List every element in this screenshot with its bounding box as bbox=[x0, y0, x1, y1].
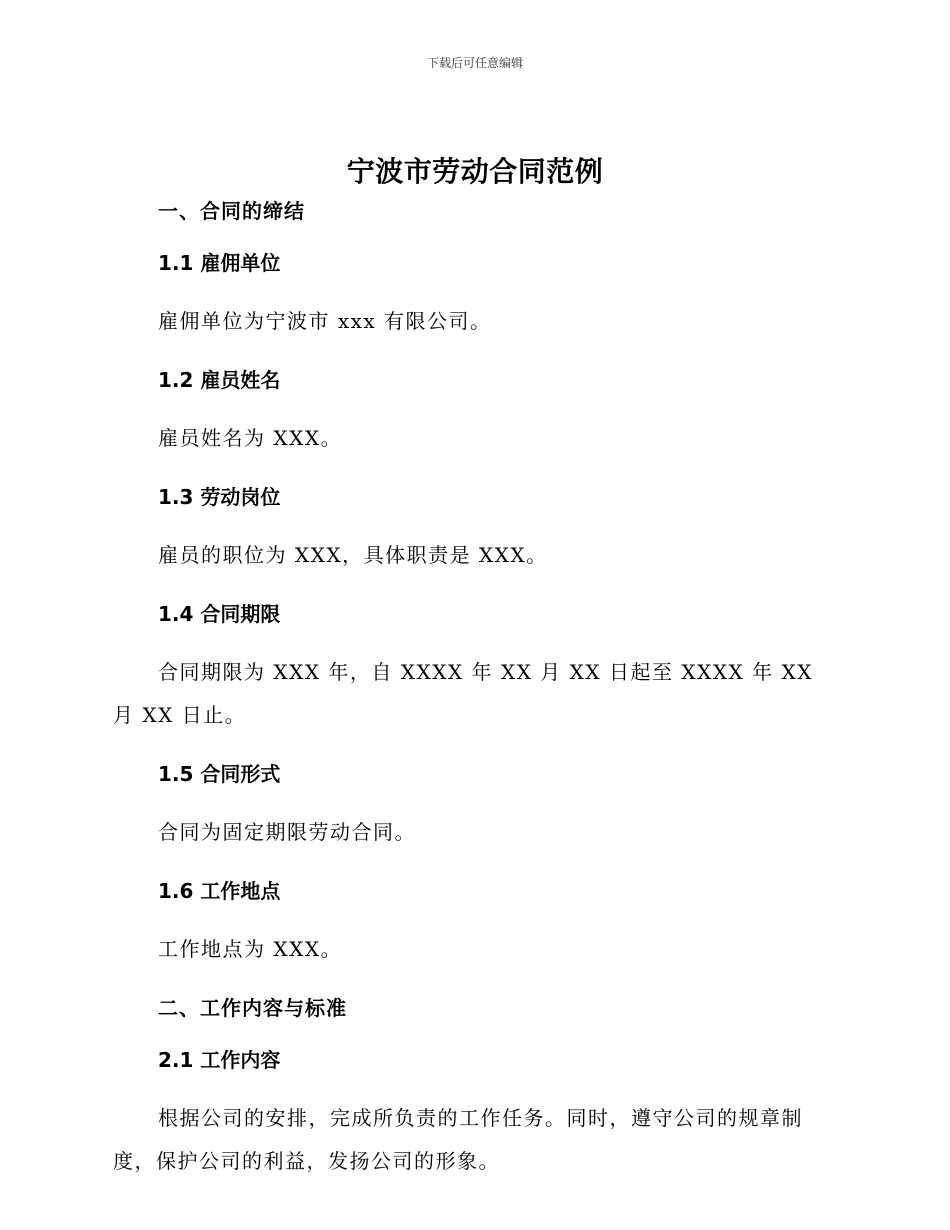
header-note: 下载后可任意编辑 bbox=[426, 56, 523, 70]
paragraph-1-3: 雇员的职位为 XXX，具体职责是 XXX。 bbox=[158, 543, 548, 567]
paragraph-1-6: 工作地点为 XXX。 bbox=[158, 937, 343, 961]
subsection-heading-1-5: 1.5 合同形式 bbox=[158, 762, 281, 786]
subsection-heading-1-2: 1.2 雇员姓名 bbox=[158, 368, 281, 392]
document-title: 宁波市劳动合同范例 bbox=[346, 155, 604, 188]
paragraph-1-5: 合同为固定期限劳动合同。 bbox=[158, 820, 416, 844]
subsection-heading-2-1: 2.1 工作内容 bbox=[158, 1048, 281, 1072]
subsection-heading-1-4: 1.4 合同期限 bbox=[158, 602, 281, 626]
paragraph-2-1: 根据公司的安排，完成所负责的工作任务。同时，遵守公司的规章制度，保护公司的利益，发扬公司的形象。 bbox=[113, 1106, 803, 1173]
paragraph-1-2: 雇员姓名为 XXX。 bbox=[158, 426, 343, 450]
section-heading-1: 一、合同的缔结 bbox=[158, 199, 305, 223]
paragraph-1-1: 雇佣单位为宁波市 xxx 有限公司。 bbox=[158, 309, 492, 333]
subsection-heading-1-1: 1.1 雇佣单位 bbox=[158, 251, 281, 275]
section-heading-2: 二、工作内容与标准 bbox=[158, 996, 347, 1020]
subsection-heading-1-3: 1.3 劳动岗位 bbox=[158, 485, 281, 509]
subsection-heading-1-6: 1.6 工作地点 bbox=[158, 879, 281, 903]
paragraph-1-4: 合同期限为 XXX 年，自 XXXX 年 XX 月 XX 日起至 XXXX 年 XX 月 XX 日止。 bbox=[113, 660, 813, 727]
document-body bbox=[113, 196, 829, 1183]
